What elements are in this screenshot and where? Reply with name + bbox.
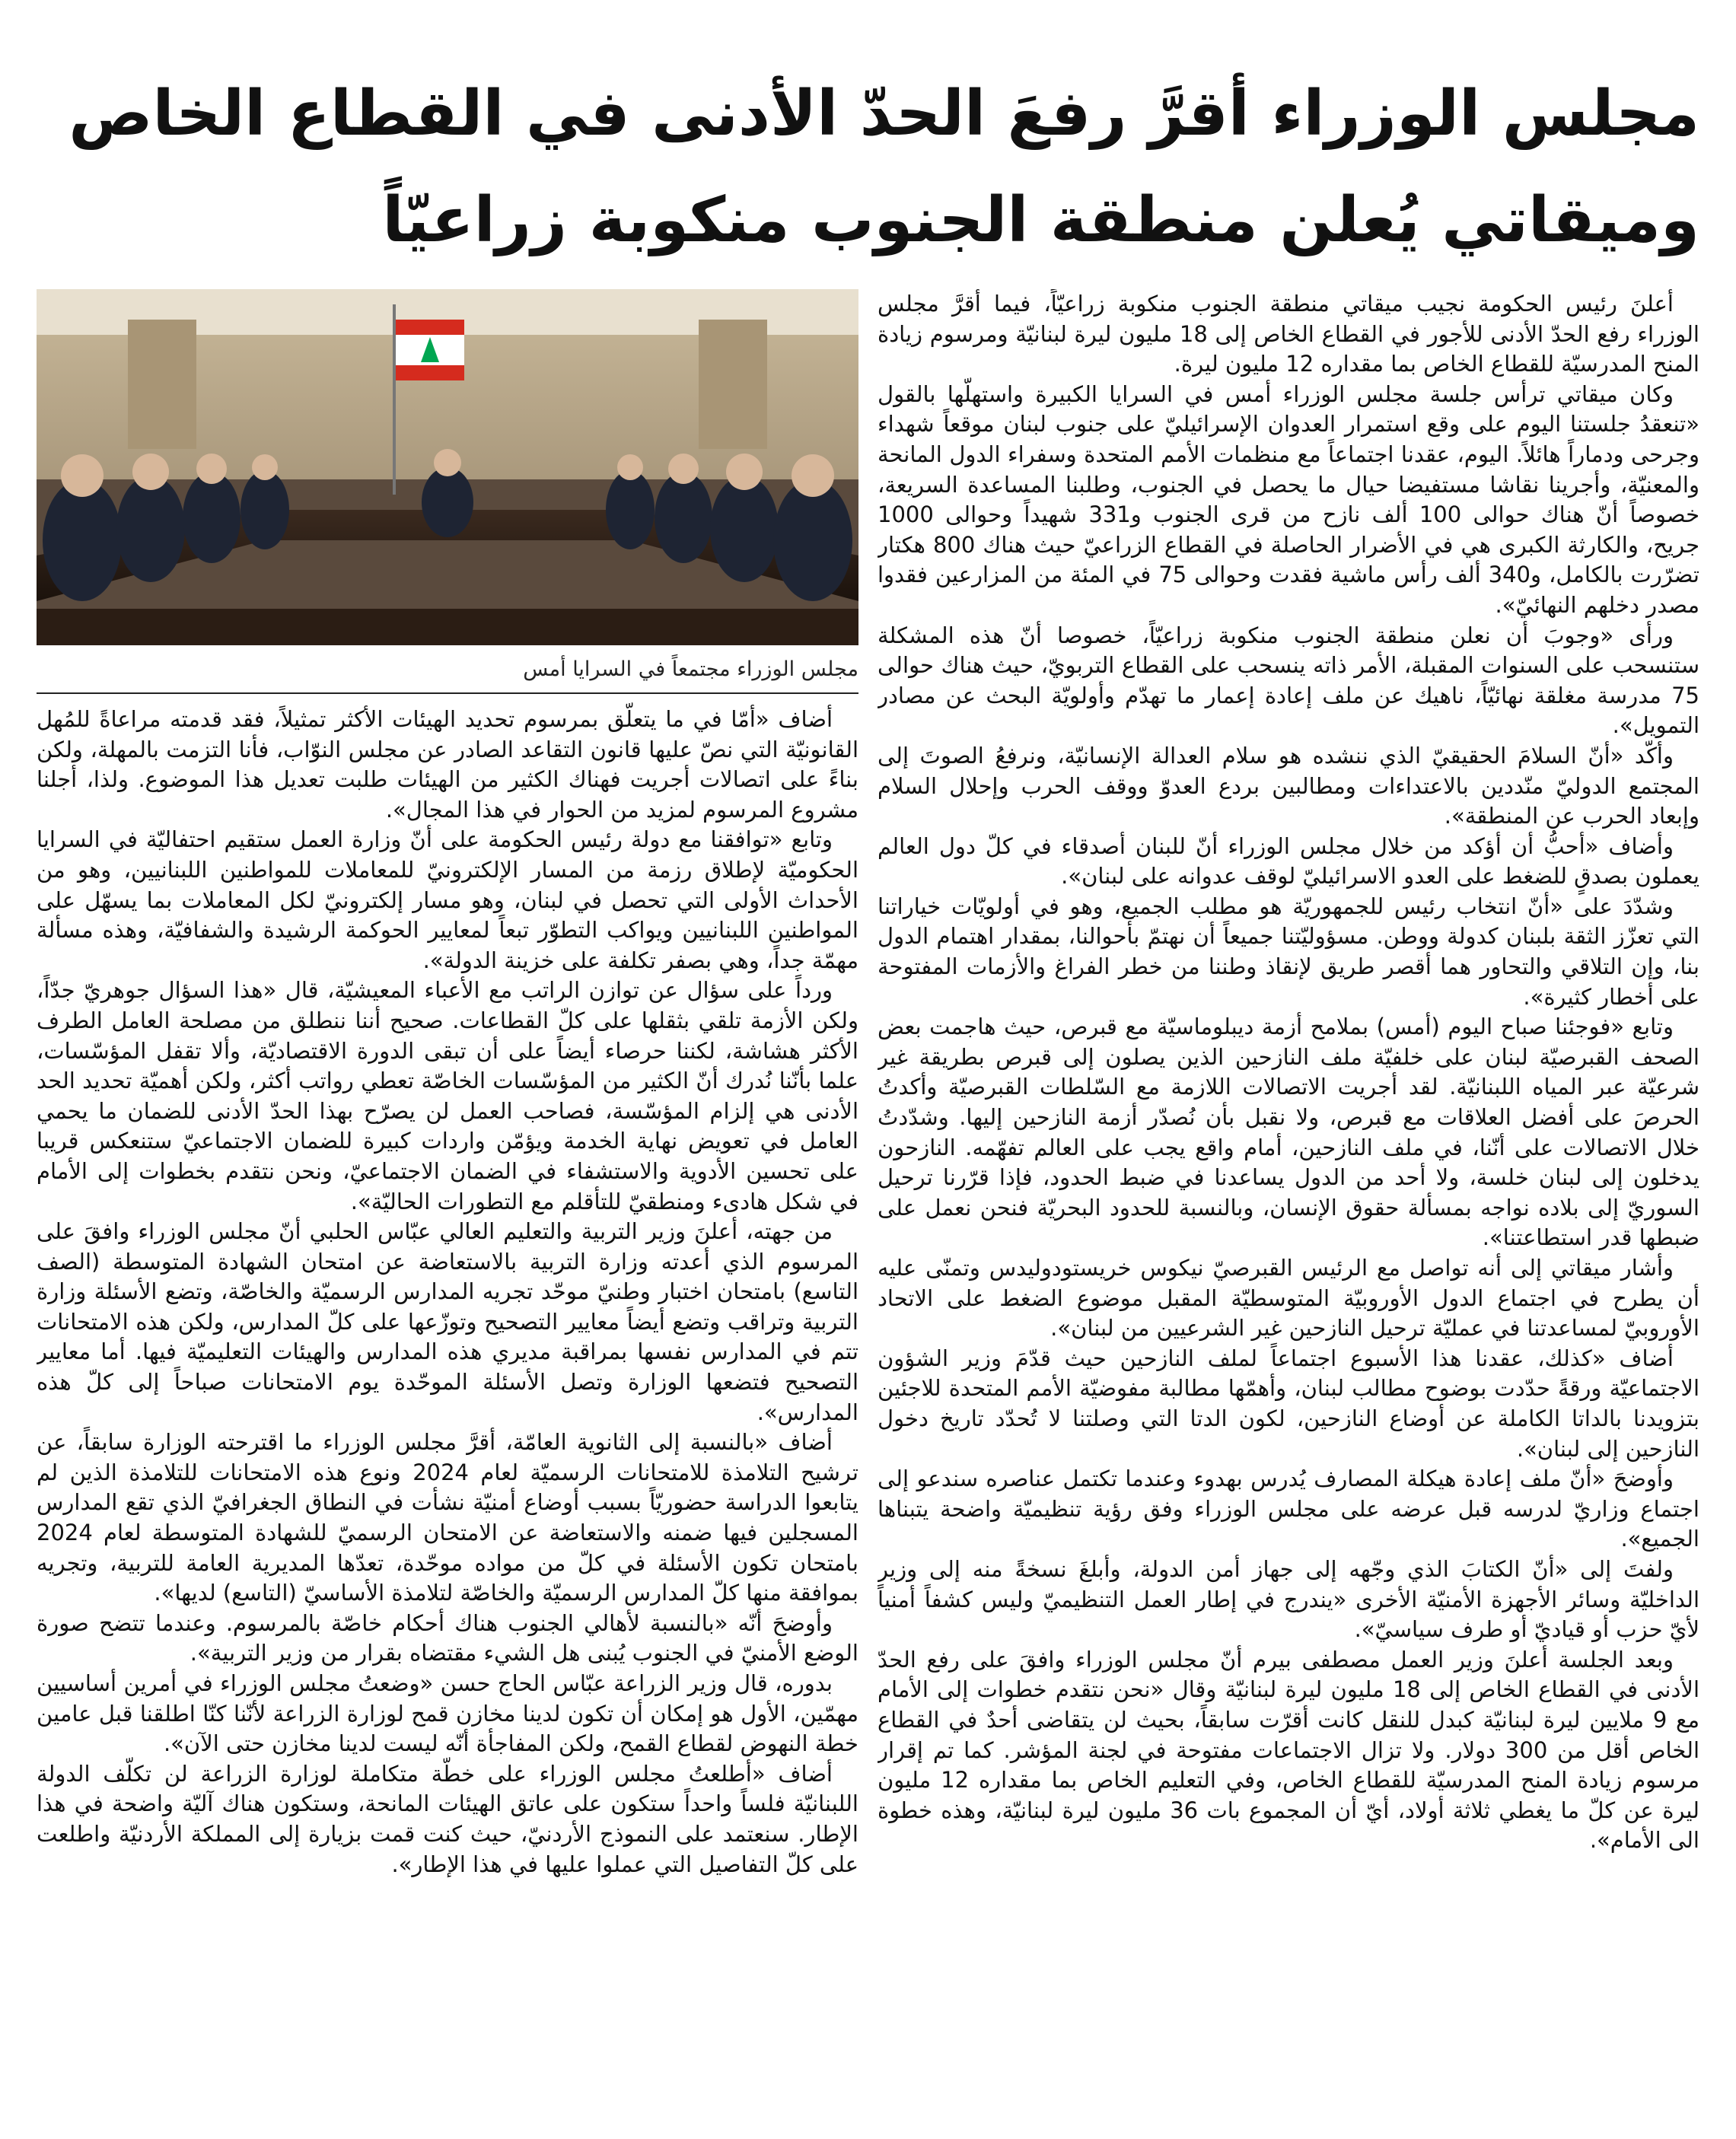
paragraph: ولفتَ إلى «أنّ الكتابَ الذي وجّهه إلى جهاز أمن الدولة، وأبلغَ نسخةً منه إلى وزير الداخليّة وسائر الأجهزة الأمنيّة الأخرى «يندرج في إطار العمل التنظيميّ وليس كشفاً أمنياً لأيّ حزب أو قياديّ أو طرف سياسيّ».	[878, 1555, 1699, 1643]
paragraph: وأشار ميقاتي إلى أنه تواصل مع الرئيس القبرصيّ نيكوس خريستودوليدس وتمنّى عليه أن يطرح في اجتماع الدول الأوروبيّة المتوسطيّة المقبل موضوع الضغط على الاتحاد الأوروبيّ لمساعدتنا في عمليّة ترحيل النازحين غير الشرعيين من لبنان».	[878, 1255, 1699, 1342]
headline-line-1: مجلس الوزراء أقرَّ رفعَ الحدّ الأدنى في القطاع الخاص	[68, 78, 1699, 150]
paragraph: أضاف «أطلعتُ مجلس الوزراء على خطّة متكاملة لوزارة الزراعة لن تكلّف الدولة اللبنانيّة فلساً واحداً ستكون على عاتق الهيئات المانحة، وستكون هناك آليّة واضحة في هذا الإطار. سنعتمد على النموذج الأردنيّ، حيث كنت قمت بزيارة إلى المملكة الأردنيّة واطلعت على كلّ التفاصيل التي عملوا عليها في هذا الإطار».	[37, 1760, 858, 1877]
paragraph: بدوره، قال وزير الزراعة عبّاس الحاج حسن «وضعتُ مجلس الوزراء في أمرين أساسيين مهمّين، الأول هو إمكان أن تكون لدينا مخازن قمح لوزارة الزراعة لأنّنا كنّا اطلقنا قبل عامين خطة النهوض لقطاع القمح، ولكن المفاجأة أنّه ليست لدينا مخازن حتى الآن».	[37, 1670, 858, 1757]
paragraph: من جهته، أعلنَ وزير التربية والتعليم العالي عبّاس الحلبي أنّ مجلس الوزراء وافقَ على المرسوم الذي أعدته وزارة التربية بالاستعاضة عن امتحان الشهادة المتوسطة (الصف التاسع) بامتحان اختبار وطنيّ موحّد تجريه المدارس الرسميّة والخاصّة، وتضع الأسئلة وزارة التربية وتراقب وتضع أيضاً معايير التصحيح وتوزّعها على كلّ المدارس، ولكن هذه الامتحانات تتم في المدارس نفسها بمراقبة مديري هذه المدارس والهيئات التعليميّة فيها. أما معايير التصحيح فتضعها الوزارة وتصل الأسئلة الموحّدة يوم الامتحانات صباحاً إلى كلّ هذه المدارس».	[37, 1218, 858, 1425]
paragraph: وشدّدَ على «أنّ انتخاب رئيس للجمهوريّة هو مطلب الجميع، وهو في أولويّات خياراتنا التي تعزّز الثقة بلبنان كدولة ووطن. مسؤوليّتنا جميعاً أن نهتمّ بأحوالنا، بمقدار اهتمام الدول بنا، وإن التلاقي والتحاور هما أقصر طريق لإنقاذ وطننا من خطر الفراغ والأزمات المفتوحة على أخطار كثيرة».	[878, 893, 1699, 1010]
right-column	[878, 289, 1699, 2127]
left-column	[37, 289, 858, 2127]
article-headline	[37, 61, 1699, 274]
paragraph: وأضاف «أحبُّ أن أؤكد من خلال مجلس الوزراء أنّ للبنان أصدقاء في كلّ دول العالم يعملون بصدقٍ للضغط على العدو الاسرائيليّ لوقف عدوانه على لبنان».	[878, 832, 1699, 890]
paragraph: وتابع «فوجئنا صباح اليوم (أمس) بملامح أزمة ديبلوماسيّة مع قبرص، حيث هاجمت بعض الصحف القبرصيّة لبنان على خلفيّة ملف النازحين الذين يصلون إلى قبرص بطريقة غير شرعيّة عبر المياه اللبنانيّة. لقد أجريت الاتصالات اللازمة مع السّلطات القبرصيّة وأكدتُ الحرصَ على أفضل العلاقات مع قبرص، ولا نقبل بأن نُصدّر أزمة النازحين إليها. وشدّدتُ خلال الاتصالات على أنّنا، في ملف النازحين، أمام واقع يجب على العالم تفهّمه. النازحون يدخلون إلى لبنان خلسة، ولا أحد من الدول يساعدنا في ضبط الحدود، فإذا قرّرنا ترحيل السوريّ إلى بلاده نواجه بمسألة حقوق الإنسان، وبالنسبة للحدود البحريّة فنحن نعمل على ضبطها قدر استطاعتنا».	[878, 1014, 1699, 1251]
cabinet-meeting-photo	[37, 289, 858, 645]
paragraph: أضاف «أمّا في ما يتعلّق بمرسوم تحديد الهيئات الأكثر تمثيلاً، فقد قدمته مراعاةً للمُهل القانونيّة التي نصّ عليها قانون التقاعد الصادر عن مجلس النوّاب، فأنا التزمت بالمهلة، ولكن بناءً على اتصالات أجريت فهناك الكثير من الهيئات طلبت تعديل هذا الموضوع. ولذا، أجلنا مشروع المرسوم لمزيد من الحوار في هذا المجال».	[37, 706, 858, 823]
paragraph: أضاف «بالنسبة إلى الثانوية العامّة، أقرَّ مجلس الوزراء ما اقترحته الوزارة سابقاً، عن ترشيح التلامذة للامتحانات الرسميّة لعام 2024 ونوع هذه الامتحانات للتلامذة الذين لم يتابعوا الدراسة حضوريّاً بسبب أوضاع أمنيّة نشأت في النطاق الجغرافيّ الذي تقع المدارس المسجلين فيها ضمنه والاستعاضة عن الامتحان الرسميّ للشهادة المتوسطة لعام 2024 بامتحان تكون الأسئلة في كلّ من مواده موحّدة، تعدّها المديرية العامة للتربية، وتجريه بموافقة منها كلّ المدارس الرسميّة والخاصّة لتلامذة الأساسيّ (التاسع) لديها».	[37, 1429, 858, 1606]
paragraph: ورأى «وجوبَ أن نعلن منطقة الجنوب منكوبة زراعيّاً، خصوصا أنّ هذه المشكلة ستنسحب على السنوات المقبلة، الأمر ذاته ينسحب على القطاع التربويّ، حيث هناك حوالى 75 مدرسة مغلقة نهائيّاً، ناهيك عن ملف إعادة إعمار ما تهدّم وأولويّة البحث عن مصادر التمويل».	[878, 622, 1699, 739]
paragraph: أعلنَ رئيس الحكومة نجيب ميقاتي منطقة الجنوب منكوبة زراعيّاً، فيما أقرَّ مجلس الوزراء رفع الحدّ الأدنى للأجور في القطاع الخاص إلى 18 مليون ليرة لبنانيّة ومرسوم زيادة المنح المدرسيّة للقطاع الخاص بما مقداره 12 مليون ليرة.	[878, 291, 1699, 377]
paragraph: ورداً على سؤال عن توازن الراتب مع الأعباء المعيشيّة، قال «هذا السؤال جوهريّ جدّاً، ولكن الأزمة تلقي بثقلها على كلّ القطاعات. صحيح أننا ننطلق من مصلحة العامل الطرف الأكثر هشاشة، لكننا حرصاء أيضاً على أن تبقى الدورة الاقتصاديّة، وألا تقفل المؤسّسات، علما بأنّنا نُدرك أنّ الكثير من المؤسّسات الخاصّة تعطي رواتب أكثر، ولكن أهميّة تحديد الحد الأدنى هي إلزام المؤسّسة، فصاحب العمل لن يصرّح بهذا الحدّ الأدنى للضمان ما يحمي العامل في تعويض نهاية الخدمة ويؤمّن واردات كبيرة للضمان الاجتماعيّ ستنعكس قريبا على تحسين الأدوية والاستشفاء في الضمان الاجتماعيّ، ونحن نتقدم بخطوات إلى الأمام في شكل هادىء ومنطقيّ للتأقلم مع التطورات الحاليّة».	[37, 977, 858, 1214]
photo-caption: مجلس الوزراء مجتمعاً في السرايا أمس	[37, 654, 858, 694]
paragraph: وأوضحَ «أنّ ملف إعادة هيكلة المصارف يُدرس بهدوء وعندما تكتمل عناصره سندعو إلى اجتماع وزاريّ لدرسه قبل عرضه على مجلس الوزراء وفق رؤية تنظيميّة واضحة يتبناها الجميع».	[878, 1466, 1699, 1552]
paragraph: وأكّد «أنّ السلامَ الحقيقيّ الذي ننشده هو سلام العدالة الإنسانيّة، ونرفعُ الصوتَ إلى المجتمع الدوليّ منّددين بالاعتداءات ومطالبين بردع العدوّ ووقف الحرب وإحلال السلام وإبعاد الحرب عن المنطقة».	[878, 742, 1699, 829]
paragraph: وبعد الجلسة أعلنَ وزير العمل مصطفى بيرم أنّ مجلس الوزراء وافقَ على رفع الحدّ الأدنى في القطاع الخاص إلى 18 مليون ليرة لبنانيّة وقال «نحن نتقدم خطوات إلى الأمام مع 9 ملايين ليرة لبنانيّة كبدل للنقل كانت أقرّت سابقاً، بحيث لن يتقاضى أحدٌ في القطاع الخاص أقل من 300 دولار. ولا تزال الاجتماعات مفتوحة في لجنة المؤشر. كما تم إقرار مرسوم زيادة المنح المدرسيّة للقطاع الخاص، وفي التعليم الخاص بما مقداره 12 مليون ليرة عن كلّ ما يغطي ثلاثة أولاد، أيّ أن المجموع بات 36 مليون ليرة لبنانيّة، وهذه خطوة الى الأمام».	[878, 1646, 1699, 1854]
paragraph: أضاف «كذلك، عقدنا هذا الأسبوع اجتماعاً لملف النازحين حيث قدّمَ وزير الشؤون الاجتماعيّة ورقةً حدّدت بوضوح مطالب لبنان، وأهمّها مطالبة مفوضيّة الأمم المتحدة للاجئين بتزويدنا بالداتا الكاملة عن أوضاع النازحين، لكون الدتا التي وصلتنا لا تُحدّد تاريخ دخول النازحين إلى لبنان».	[878, 1345, 1699, 1462]
paragraph: وكان ميقاتي ترأس جلسة مجلس الوزراء أمس في السرايا الكبيرة واستهلّها بالقول «تنعقدُ جلستنا اليوم على وقع استمرار العدوان الإسرائيليّ على جنوب لبنان موقعاً شهداء وجرحى ودماراً هائلاً. اليوم، عقدنا اجتماعاً مع منظمات الأمم المتحدة وسفراء الدول المانحة والمعنيّة، وأجرينا نقاشا مستفيضا حيال ما يحصل في الجنوب، وطلبنا المساعدة السريعة، خصوصاً أنّ هناك حوالى 100 ألف نازح من قرى الجنوب و331 شهيداً وحوالى 1000 جريح، والكارثة الكبرى هي في الأضرار الحاصلة في القطاع الزراعيّ حيث هناك 800 هكتار تضرّرت بالكامل، و340 ألف رأس ماشية فقدت وحوالى 75 في المئة من المزارعين فقدوا مصدر دخلهم النهائيّ».	[878, 380, 1699, 618]
cabinet-meeting-illustration	[37, 289, 858, 645]
headline-line-2: وميقاتي يُعلن منطقة الجنوب منكوبة زراعيّاً	[382, 184, 1699, 256]
paragraph: وتابع «توافقنا مع دولة رئيس الحكومة على أنّ وزارة العمل ستقيم احتفاليّة في السرايا الحكوميّة لإطلاق رزمة من المسار الإلكترونيّ للمعاملات للمواطنين اللبنانيين، وهو من الأحداث الأولى التي تحصل في لبنان، وهو مسار إلكترونيّ لكل المعاملات بما يسهّل على المواطنين اللبنانيين ويواكب التطوّر تبعاً لمعايير الحوكمة الرشيدة والشفافيّة، وهذه مسألة مهمّة جداً، وهي بصفر تكلفة على خزينة الدولة».	[37, 826, 858, 973]
paragraph: وأوضحَ أنّه «بالنسبة لأهالي الجنوب هناك أحكام خاصّة بالمرسوم. وعندما تتضح صورة الوضع الأمنيّ في الجنوب يُبنى هل الشيء مقتضاه بقرار من وزير التربية».	[37, 1609, 858, 1666]
article-body	[37, 289, 1699, 2127]
